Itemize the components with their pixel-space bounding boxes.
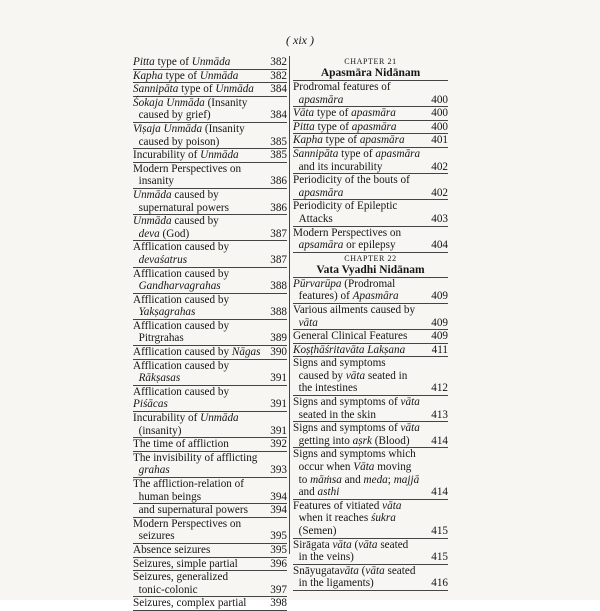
toc-entry-text: Snāyugatavāta (vāta seated bbox=[293, 564, 416, 577]
toc-entry-text: in the ligaments) bbox=[293, 577, 374, 590]
toc-entry bbox=[133, 294, 287, 307]
toc-entry-page: 391 bbox=[270, 424, 287, 437]
toc-entry-text: (Semen) bbox=[293, 525, 337, 537]
toc-entry-text: Signs and symptoms of vāta bbox=[293, 396, 420, 409]
toc-entry bbox=[133, 320, 287, 333]
toc-entry-text: Pūrvarūpa (Prodromal bbox=[293, 277, 396, 290]
toc-entry-page: 385 bbox=[270, 149, 287, 162]
toc-entry bbox=[293, 435, 448, 449]
toc-entry bbox=[133, 228, 287, 242]
toc-entry-text: Afflication caused by bbox=[133, 267, 230, 280]
toc-entry-text: and its incurability bbox=[293, 160, 383, 173]
toc-entry bbox=[293, 81, 448, 94]
toc-entry bbox=[133, 504, 287, 518]
toc-entry bbox=[293, 500, 448, 513]
toc-entry-page: 409 bbox=[431, 316, 448, 329]
toc-entry bbox=[293, 239, 448, 253]
toc-entry-text: Rākṣasas bbox=[138, 372, 181, 385]
toc-entry bbox=[133, 136, 287, 150]
toc-entry bbox=[133, 202, 287, 216]
toc-entry-page: 400 bbox=[431, 120, 448, 133]
toc-entry-text: features) of Apasmāra bbox=[293, 290, 399, 303]
toc-entry-text: grahas bbox=[138, 464, 170, 477]
toc-entry-text: Incurability of Unmāda bbox=[133, 412, 239, 425]
toc-entry bbox=[293, 422, 448, 435]
column-divider bbox=[289, 56, 290, 554]
toc-entry bbox=[293, 107, 448, 121]
toc-entry-page: 388 bbox=[270, 280, 287, 293]
toc-entry-page: 403 bbox=[431, 212, 448, 225]
toc-entry-page: 413 bbox=[431, 408, 448, 421]
toc-entry-text: Seizures, simple partial bbox=[133, 557, 238, 570]
toc-entry bbox=[133, 386, 287, 412]
toc-entry bbox=[133, 280, 287, 294]
chapter-21-entries bbox=[293, 81, 448, 253]
toc-right-column bbox=[293, 56, 448, 591]
toc-entry-text: Sirāgata vāta (vāta seated bbox=[293, 538, 409, 551]
toc-entry-page: 395 bbox=[270, 543, 287, 556]
toc-entry bbox=[133, 254, 287, 268]
toc-entry-page: 386 bbox=[270, 201, 287, 214]
toc-entry bbox=[293, 161, 448, 175]
toc-entry-text: and supernatural powers bbox=[133, 504, 248, 517]
toc-entry-text: Unmāda caused by bbox=[133, 188, 219, 201]
toc-entry bbox=[293, 396, 448, 409]
toc-entry-text: Kapha type of apasmāra bbox=[293, 134, 405, 147]
toc-entry-text: Pitta type of apasmāra bbox=[293, 120, 397, 133]
toc-entry-text: Absence seizures bbox=[133, 543, 211, 556]
toc-entry bbox=[133, 175, 287, 189]
toc-entry bbox=[133, 544, 287, 558]
toc-entry-text: Kapha type of Unmāda bbox=[133, 69, 239, 82]
toc-entry-text: Gandharvagrahas bbox=[138, 280, 221, 293]
toc-entry-text: devaśatrus bbox=[138, 253, 188, 266]
toc-entry bbox=[133, 412, 287, 425]
toc-entry bbox=[133, 346, 287, 360]
toc-entry-text: Prodromal features of bbox=[293, 81, 391, 93]
toc-entry bbox=[133, 438, 287, 452]
toc-entry-page: 411 bbox=[431, 343, 448, 356]
toc-entry bbox=[293, 577, 448, 591]
toc-entry-text: Modern Perspectives on bbox=[133, 162, 242, 175]
toc-entry-text: Signs and symptoms of vāta bbox=[293, 422, 420, 435]
toc-entry bbox=[293, 474, 448, 487]
toc-entry-text: seizures bbox=[133, 530, 175, 543]
toc-entry bbox=[293, 461, 448, 474]
toc-entry bbox=[133, 189, 287, 202]
toc-entry bbox=[293, 344, 448, 358]
toc-entry bbox=[293, 382, 448, 396]
toc-entry-text: Signs and symptoms bbox=[293, 357, 386, 370]
toc-entry-page: 402 bbox=[431, 186, 448, 199]
toc-entry-text: and asthi bbox=[293, 486, 340, 499]
toc-entry-text: Incurability of Unmāda bbox=[133, 149, 239, 162]
toc-entry bbox=[293, 409, 448, 423]
toc-entry bbox=[293, 278, 448, 291]
toc-entry bbox=[133, 571, 287, 584]
toc-entry bbox=[293, 565, 448, 578]
toc-entry bbox=[133, 56, 287, 70]
toc-entry bbox=[133, 530, 287, 544]
toc-entry-page: 392 bbox=[270, 438, 287, 451]
toc-entry-page: 404 bbox=[431, 239, 448, 252]
toc-entry-text: Afflication caused by bbox=[133, 241, 230, 254]
toc-entry-page: 386 bbox=[270, 175, 287, 188]
toc-entry-text: to māṁsa and meda; majjā bbox=[293, 473, 420, 486]
toc-entry bbox=[133, 372, 287, 386]
toc-entry bbox=[133, 149, 287, 163]
toc-entry-text: apasmāra bbox=[298, 93, 344, 106]
toc-entry bbox=[293, 304, 448, 317]
toc-entry-text: Signs and symptoms which bbox=[293, 448, 416, 461]
toc-entry-page: 390 bbox=[270, 346, 287, 359]
toc-entry bbox=[293, 94, 448, 108]
toc-entry-text: occur when Vāta moving bbox=[293, 461, 412, 474]
toc-entry bbox=[133, 584, 287, 598]
toc-entry-page: 391 bbox=[270, 372, 287, 385]
toc-entry bbox=[293, 551, 448, 565]
toc-entry bbox=[293, 134, 448, 148]
toc-entry-page: 382 bbox=[270, 56, 287, 68]
toc-entry-page: 391 bbox=[270, 398, 287, 411]
toc-left-column bbox=[133, 56, 287, 611]
toc-entry-text: Modern Perspectives on bbox=[293, 226, 402, 239]
toc-entry-text: Periodicity of Epileptic bbox=[293, 200, 398, 213]
chapter-22-label: CHAPTER 22 bbox=[344, 253, 397, 263]
toc-entry-text: when it reaches śukra bbox=[293, 512, 396, 525]
toc-entry bbox=[293, 330, 448, 344]
toc-entry bbox=[293, 357, 448, 370]
toc-entry-page: 412 bbox=[431, 382, 448, 395]
toc-entry bbox=[133, 425, 287, 439]
toc-entry bbox=[133, 97, 287, 110]
toc-entry-page: 401 bbox=[431, 134, 448, 147]
toc-entry-text: Pitrgrahas bbox=[133, 332, 184, 345]
toc-entry-text: Various ailments caused by bbox=[293, 303, 416, 316]
toc-entry-text: apasmāra bbox=[298, 186, 344, 199]
chapter-21-title: Apasmāra Nidānam bbox=[293, 67, 448, 81]
toc-entry-text: Śokaja Unmāda (Insanity bbox=[133, 96, 248, 109]
toc-entry bbox=[133, 360, 287, 373]
toc-entry bbox=[293, 512, 448, 525]
toc-entry bbox=[133, 70, 287, 84]
toc-entry-page: 387 bbox=[270, 253, 287, 266]
toc-entry bbox=[293, 200, 448, 213]
toc-entry bbox=[133, 83, 287, 97]
toc-entry-text: Afflication caused by bbox=[133, 359, 230, 372]
toc-entry-text: seated in the skin bbox=[293, 408, 376, 421]
toc-entry-page: 397 bbox=[270, 583, 287, 596]
toc-entry-text: Features of vitiated vāta bbox=[293, 499, 402, 512]
toc-entry-page: 414 bbox=[431, 486, 448, 499]
toc-entry-text: Viṣaja Unmāda (Insanity bbox=[133, 122, 245, 135]
toc-entry bbox=[133, 123, 287, 136]
toc-entry bbox=[293, 148, 448, 161]
toc-entry-text: General Clinical Features bbox=[293, 330, 408, 343]
toc-entry-text: Afflication caused by Piśācas bbox=[133, 385, 230, 411]
toc-entry-page: 398 bbox=[270, 597, 287, 610]
toc-entry-text: deva (God) bbox=[138, 227, 190, 240]
toc-entry bbox=[293, 486, 448, 500]
toc-entry-text: supernatural powers bbox=[133, 201, 229, 214]
toc-entry-page: 409 bbox=[431, 290, 448, 303]
toc-entry bbox=[133, 518, 287, 531]
toc-entry-page: 395 bbox=[270, 530, 287, 543]
toc-entry bbox=[133, 306, 287, 320]
toc-entry-page: 402 bbox=[431, 160, 448, 173]
toc-entry-text: Vāta type of apasmāra bbox=[293, 107, 396, 120]
toc-entry-text: caused by poison) bbox=[133, 135, 220, 148]
toc-entry-text: Periodicity of the bouts of bbox=[293, 174, 410, 187]
toc-entry bbox=[293, 539, 448, 552]
toc-entry-text: Modern Perspectives on bbox=[133, 517, 242, 530]
toc-entry-text: insanity bbox=[133, 175, 175, 188]
toc-entry bbox=[293, 370, 448, 383]
toc-entry-text: vāta bbox=[298, 316, 318, 329]
toc-entry-text: Yakṣagrahas bbox=[138, 306, 196, 319]
toc-entry-page: 394 bbox=[270, 504, 287, 517]
toc-entry-text: caused by vāta seated in bbox=[293, 369, 408, 382]
toc-entry-text: Unmāda caused by bbox=[133, 215, 219, 228]
toc-entry bbox=[133, 241, 287, 254]
toc-entry-text: tonic-colonic bbox=[133, 583, 198, 596]
toc-entry-text: Afflication caused by bbox=[133, 293, 230, 306]
toc-entry-page: 388 bbox=[270, 306, 287, 319]
toc-entry bbox=[293, 448, 448, 461]
toc-entry bbox=[293, 317, 448, 331]
toc-entry-page: 394 bbox=[270, 490, 287, 503]
toc-entry-text: apsamāra or epilepsy bbox=[298, 239, 396, 252]
toc-entry-page: 409 bbox=[431, 330, 448, 343]
toc-entry bbox=[293, 525, 448, 539]
toc-entry bbox=[133, 268, 287, 281]
toc-entry-text: caused by grief) bbox=[133, 109, 211, 122]
toc-entry bbox=[293, 121, 448, 135]
toc-entry-page: 400 bbox=[431, 93, 448, 106]
toc-entry-text: (insanity) bbox=[133, 424, 182, 437]
toc-entry-text: Pitta type of Unmāda bbox=[133, 56, 231, 68]
toc-entry bbox=[133, 491, 287, 505]
toc-entry bbox=[133, 332, 287, 346]
chapter-21-label: CHAPTER 21 bbox=[344, 57, 397, 66]
toc-entry-page: 387 bbox=[270, 227, 287, 240]
toc-entry-text: Seizures, generalized bbox=[133, 571, 229, 584]
toc-entry bbox=[133, 109, 287, 123]
toc-entry-text: human beings bbox=[133, 490, 202, 503]
toc-entry-text: Sannipāta type of apasmāra bbox=[293, 147, 421, 160]
toc-entry bbox=[133, 597, 287, 611]
toc-entry bbox=[293, 174, 448, 187]
toc-entry-page: 400 bbox=[431, 107, 448, 120]
toc-entry-text: Koṣṭhāśritavāta Lakṣana bbox=[293, 343, 406, 356]
toc-entry bbox=[133, 452, 287, 465]
chapter-22-entries bbox=[293, 278, 448, 591]
toc-entry-text: The invisibility of afflicting bbox=[133, 451, 258, 464]
toc-entry-page: 389 bbox=[270, 332, 287, 345]
toc-entry bbox=[293, 187, 448, 201]
toc-entry-text: the intestines bbox=[293, 382, 358, 395]
toc-entry bbox=[133, 464, 287, 478]
toc-entry-page: 396 bbox=[270, 557, 287, 570]
toc-entry-page: 414 bbox=[431, 434, 448, 447]
toc-entry bbox=[133, 558, 287, 572]
toc-entry-page: 384 bbox=[270, 83, 287, 96]
toc-entry-page: 415 bbox=[431, 525, 448, 537]
toc-entry-text: The time of affliction bbox=[133, 438, 229, 451]
toc-entry-page: 385 bbox=[270, 135, 287, 148]
toc-entry bbox=[133, 163, 287, 176]
page-number: ( xix ) bbox=[286, 33, 314, 47]
toc-entry bbox=[133, 478, 287, 491]
toc-entry-page: 384 bbox=[270, 109, 287, 122]
toc-entry bbox=[133, 215, 287, 228]
toc-entry-page: 416 bbox=[431, 577, 448, 590]
chapter-22-title: Vata Vyadhi Nidānam bbox=[293, 264, 448, 278]
toc-entry bbox=[293, 290, 448, 304]
toc-entry-page: 415 bbox=[431, 551, 448, 564]
toc-entry bbox=[293, 213, 448, 227]
toc-entry-text: Afflication caused by bbox=[133, 319, 230, 332]
toc-entry-text: in the veins) bbox=[293, 551, 354, 564]
toc-entry-text: Attacks bbox=[293, 212, 333, 225]
toc-entry-page: 393 bbox=[270, 464, 287, 477]
toc-entry-text: Seizures, complex partial bbox=[133, 597, 247, 610]
toc-entry-page: 382 bbox=[270, 69, 287, 82]
toc-entry-text: The affliction-relation of bbox=[133, 478, 245, 490]
toc-entry-text: Afflication caused by Nāgas bbox=[133, 346, 261, 359]
toc-entry-text: getting into aṣrk (Blood) bbox=[293, 434, 410, 447]
toc-entry bbox=[293, 227, 448, 240]
toc-entry-text: Sannipāta type of Unmāda bbox=[133, 83, 254, 96]
